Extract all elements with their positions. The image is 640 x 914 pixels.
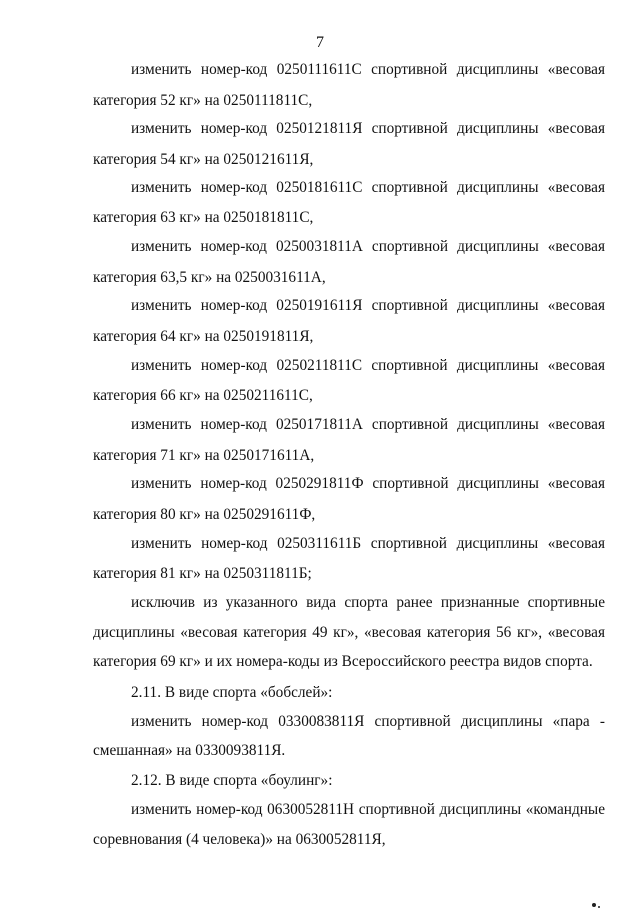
text-line: изменить номер-код 0250111611С спортивной дисциплины «весовая bbox=[131, 61, 605, 78]
text-line: категория 63 кг» на 0250181811С, bbox=[93, 209, 314, 226]
text-line: изменить номер-код 0250311611Б спортивной дисциплины «весовая bbox=[131, 535, 605, 552]
text-line: категория 63,5 кг» на 0250031611А, bbox=[93, 269, 326, 286]
text-line: изменить номер-код 0630052811Н спортивной дисциплины «командные bbox=[131, 801, 605, 818]
text-line: категория 81 кг» на 0250311811Б; bbox=[93, 565, 312, 582]
text-line: изменить номер-код 0250181611С спортивной дисциплины «весовая bbox=[131, 179, 605, 196]
text-line: категория 69 кг» и их номера-коды из Всероссийского реестра видов спорта. bbox=[93, 653, 593, 670]
text-line: категория 52 кг» на 0250111811С, bbox=[93, 92, 313, 109]
text-line: исключив из указанного вида спорта ранее признанные спортивные bbox=[131, 594, 605, 611]
text-line: изменить номер-код 0250191611Я спортивной дисциплины «весовая bbox=[131, 297, 605, 314]
text-line: категория 66 кг» на 0250211611С, bbox=[93, 387, 313, 404]
text-line: категория 80 кг» на 0250291611Ф, bbox=[93, 506, 316, 523]
scan-speck bbox=[592, 903, 596, 907]
text-line: изменить номер-код 0250211811С спортивной дисциплины «весовая bbox=[131, 357, 605, 374]
text-line: соревнования (4 человека)» на 0630052811Я, bbox=[93, 831, 386, 848]
text-line: смешанная» на 0330093811Я. bbox=[93, 742, 286, 759]
section-heading: 2.12. В виде спорта «боулинг»: bbox=[131, 772, 333, 789]
text-line: категория 71 кг» на 0250171611А, bbox=[93, 447, 315, 464]
text-line: изменить номер-код 0330083811Я спортивной дисциплины «пара - bbox=[131, 713, 605, 730]
section-heading: 2.11. В виде спорта «бобслей»: bbox=[131, 684, 333, 701]
text-line: изменить номер-код 0250291811Ф спортивной дисциплины «весовая bbox=[131, 475, 605, 492]
text-line: изменить номер-код 0250121811Я спортивной дисциплины «весовая bbox=[131, 120, 605, 137]
text-line: изменить номер-код 0250031811А спортивной дисциплины «весовая bbox=[131, 238, 605, 255]
page-number: 7 bbox=[316, 34, 324, 51]
text-line: изменить номер-код 0250171811А спортивной дисциплины «весовая bbox=[131, 416, 605, 433]
text-line: категория 64 кг» на 0250191811Я, bbox=[93, 328, 314, 345]
text-line: категория 54 кг» на 0250121611Я, bbox=[93, 151, 314, 168]
text-line: дисциплины «весовая категория 49 кг», «весовая категория 56 кг», «весовая bbox=[93, 624, 605, 641]
scan-speck bbox=[598, 906, 600, 908]
